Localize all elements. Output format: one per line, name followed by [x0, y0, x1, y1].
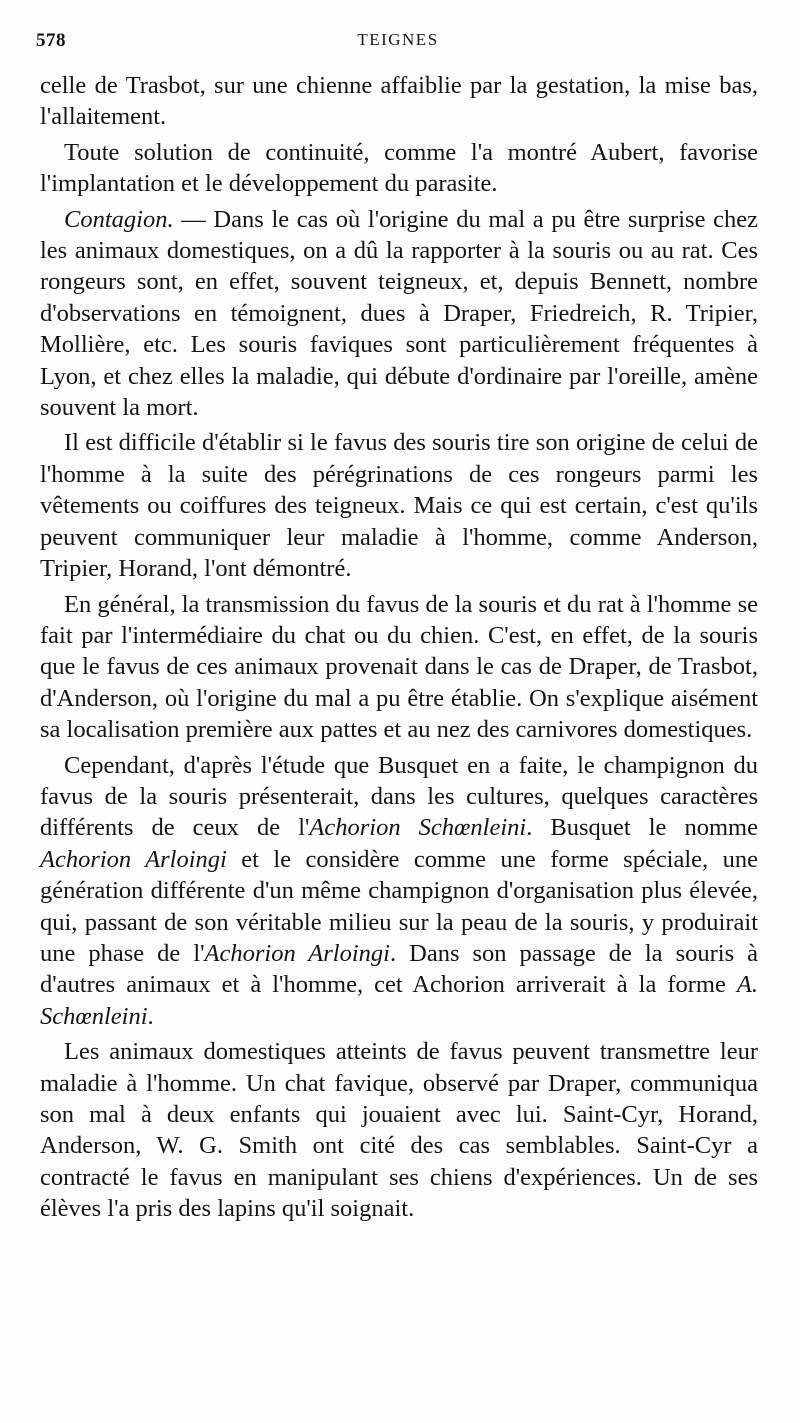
body-text: [40, 70, 758, 1229]
section-lead-contagion: Contagion.: [64, 205, 174, 233]
paragraph-contagion: [40, 204, 758, 424]
paragraph-solution-continuite: [40, 137, 758, 200]
paragraph-transmission: [40, 589, 758, 746]
paragraph-text: .: [147, 1002, 154, 1030]
paragraph-text: — Dans le cas où l'origine du mal a pu être surprise chez les animaux domestiques, on a dû la rapporter à la souris ou au rat. Ces rongeurs sont, en effet, souvent teigneux, et, depuis Bennett, nombre d'observations en témoignent, dues à Draper, Friedreich, R. Tripier, Mollière, etc. Les souris faviques sont particulièrement fréquentes à Lyon, et chez elles la maladie, qui débute d'ordinaire par l'oreille, amène souvent la mort.: [40, 205, 758, 422]
species-name: Achorion Arloingi: [204, 939, 390, 967]
paragraph-text: . Dans son passage de la souris à d'autres animaux et à l'homme, cet Achorion arriverait à la forme: [40, 939, 758, 999]
paragraph-text: Cependant, d'après l'étude que Busquet en a faite, le champignon du favus de la souris présenterait, dans les cultures, quelques caractères différents de ceux de l': [40, 751, 758, 842]
paragraph-animaux-domestiques: [40, 1036, 758, 1224]
species-name: Achorion Arloingi: [40, 845, 227, 873]
page-header: [36, 30, 760, 56]
running-title: TEIGNES: [357, 30, 439, 49]
paragraph-text: . Busquet le nomme: [526, 814, 758, 842]
paragraph-text: celle de Trasbot, sur une chienne affaiblie par la gestation, la mise bas, l'allaitement.: [40, 72, 758, 131]
paragraph-text: et le considère comme une forme spéciale, une génération différente d'un même champignon d'organisation plus élevée, qui, passant de son véritable milieu sur la peau de la souris, y produirait une phase de l': [40, 845, 758, 967]
paragraph-busquet: [40, 750, 758, 1033]
paragraph-text: Il est difficile d'établir si le favus des souris tire son origine de celui de l'homme à la suite des pérégrinations de ces rongeurs parmi les vêtements ou coiffures des teigneux. Mais ce qui est certain, c'est qu'ils peuvent communiquer leur maladie à l'homme, comme Anderson, Tripier, Horand, l'ont démontré.: [40, 429, 758, 583]
paragraph-continuation: [40, 70, 758, 133]
species-name: A. Schœnleini: [40, 971, 758, 1030]
paragraph-text: Toute solution de continuité, comme l'a montré Aubert, favorise l'implantation et le développement du parasite.: [40, 138, 758, 198]
paragraph-text: Les animaux domestiques atteints de favus peuvent transmettre leur maladie à l'homme. Un chat favique, observé par Draper, communiqua son mal à deux enfants qui jouaient avec lui. Saint-Cyr, Horand, Anderson, W. G. Smith ont cité des cas semblables. Saint-Cyr a contracté le favus en manipulant ses chiens d'expériences. Un de ses élèves l'a pris des lapins qu'il soignait.: [40, 1038, 758, 1223]
paragraph-origine-favus: [40, 427, 758, 584]
page-number: 578: [36, 30, 66, 51]
paragraph-text: En général, la transmission du favus de la souris et du rat à l'homme se fait par l'intermédiaire du chat ou du chien. C'est, en effet, de la souris que le favus de ces animaux provenait dans le cas de Draper, de Trasbot, d'Anderson, où l'origine du mal a pu être établie. On s'explique aisément sa localisation première aux pattes et au nez des carnivores domestiques.: [40, 590, 758, 744]
species-name: Achorion Schœnleini: [309, 814, 527, 842]
